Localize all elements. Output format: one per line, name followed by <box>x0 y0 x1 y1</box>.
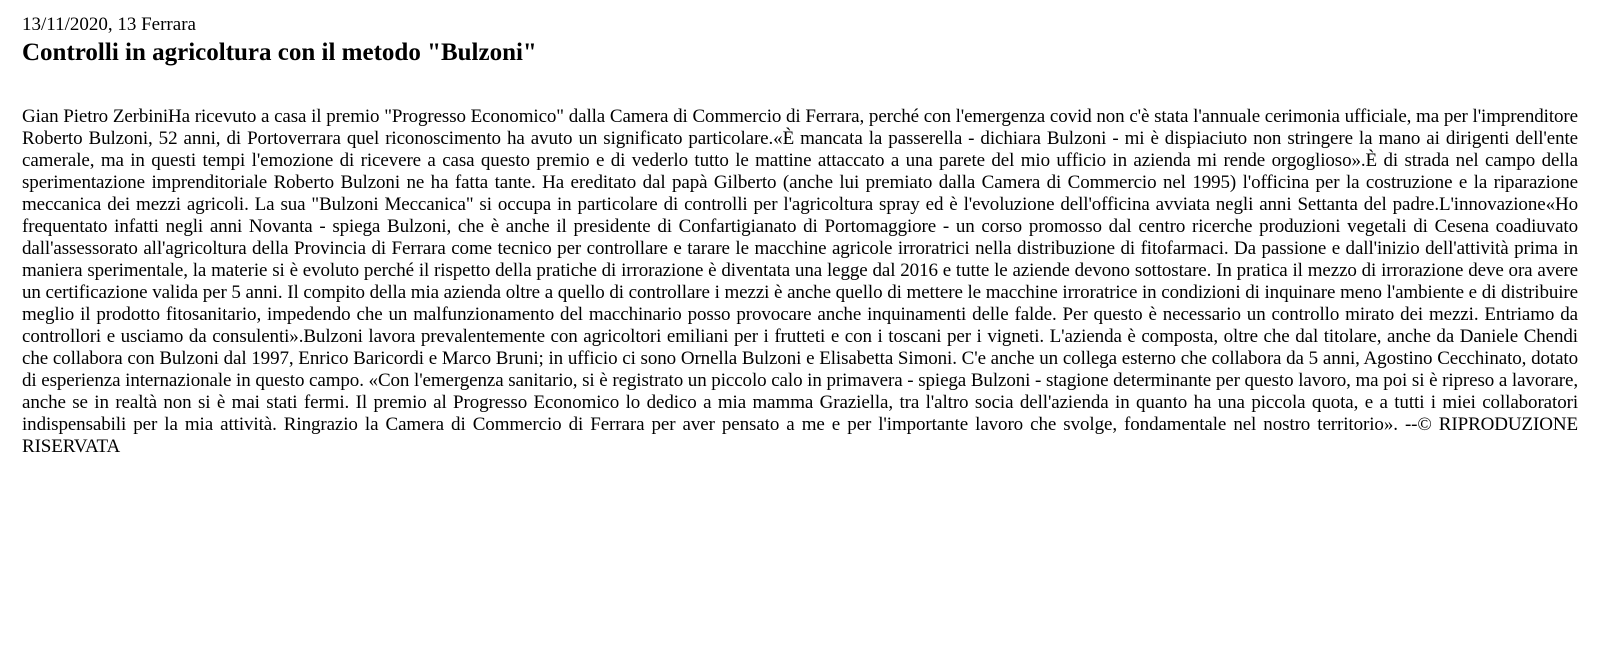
article-dateline: 13/11/2020, 13 Ferrara <box>22 14 196 35</box>
article-title: Controlli in agricoltura con il metodo "Bulzoni" <box>22 39 537 66</box>
article-body: Gian Pietro ZerbiniHa ricevuto a casa il premio "Progresso Economico" dalla Camera di Commercio di Ferrara, perché con l'emergenza covid non c'è stata l'annuale cerimonia ufficiale, ma per l'imprenditore Roberto Bulzoni, 52 anni, di Portoverrara quel riconoscimento ha avuto un significato particolare.«È mancata la passerella - dichiara Bulzoni - mi è dispiaciuto non stringere la mano ai dirigenti dell'ente camerale, ma in questi tempi l'emozione di ricevere a casa questo premio e di vederlo tutto le mattine attaccato a una parete del mio ufficio in azienda mi rende orgoglioso».È di strada nel campo della sperimentazione imprenditoriale Roberto Bulzoni ne ha fatta tante. Ha ereditato dal papà Gilberto (anche lui premiato dalla Camera di Commercio nel 1995) l'officina per la costruzione e la riparazione meccanica dei mezzi agricoli. La sua "Bulzoni Meccanica" si occupa in particolare di controlli per l'agricoltura spray ed è l'evoluzione dell'officina avviata negli anni Settanta del padre.L'innovazione«Ho frequentato infatti negli anni Novanta - spiega Bulzoni, che è anche il presidente di Confartigianato di Portomaggiore - un corso promosso dal centro ricerche produzioni vegetali di Cesena coadiuvato dall'assessorato all'agricoltura della Provincia di Ferrara come tecnico per controllare e tarare le macchine agricole irroratrici nella distribuzione di fitofarmaci. Da passione e dall'inizio dell'attività prima in maniera sperimentale, la materie si è evoluto perché il rispetto della pratiche di irrorazione è diventata una legge dal 2016 e tutte le aziende devono sottostare. In pratica il mezzo di irrorazione deve ora avere un certificazione valida per 5 anni. Il compito della mia azienda oltre a quello di controllare i mezzi è anche quello di mettere le macchine irroratrice in condizioni di inquinare meno l'ambiente e di distribuire meglio il prodotto fitosanitario, impedendo che un malfunzionamento del macchinario posso provocare anche inquinamenti delle falde. Per questo è necessario un controllo mirato dei mezzi. Entriamo da controllori e usciamo da consulenti».Bulzoni lavora prevalentemente con agricoltori emiliani per i frutteti e con i toscani per i vigneti. L'azienda è composta, oltre che dal titolare, anche da Daniele Chendi che collabora con Bulzoni dal 1997, Enrico Baricordi e Marco Bruni; in ufficio ci sono Ornella Bulzoni e Elisabetta Simoni. C'e anche un collega esterno che collabora da 5 anni, Agostino Cecchinato, dotato di esperienza internazionale in questo campo. «Con l'emergenza sanitario, si è registrato un piccolo calo in primavera - spiega Bulzoni - stagione determinante per questo lavoro, ma poi si è ripreso a lavorare, anche se in realtà non si è mai stati fermi. Il premio al Progresso Economico lo dedico a mia mamma Graziella, tra l'altro socia dell'azienda in quanto ha una piccola quota, e a tutti i miei collaboratori indispensabili per la mia attività. Ringrazio la Camera di Commercio di Ferrara per aver pensato a me e per l'importante lavoro che svolge, fondamentale nel nostro territorio». --© RIPRODUZIONE RISERVATA <box>22 106 1578 457</box>
